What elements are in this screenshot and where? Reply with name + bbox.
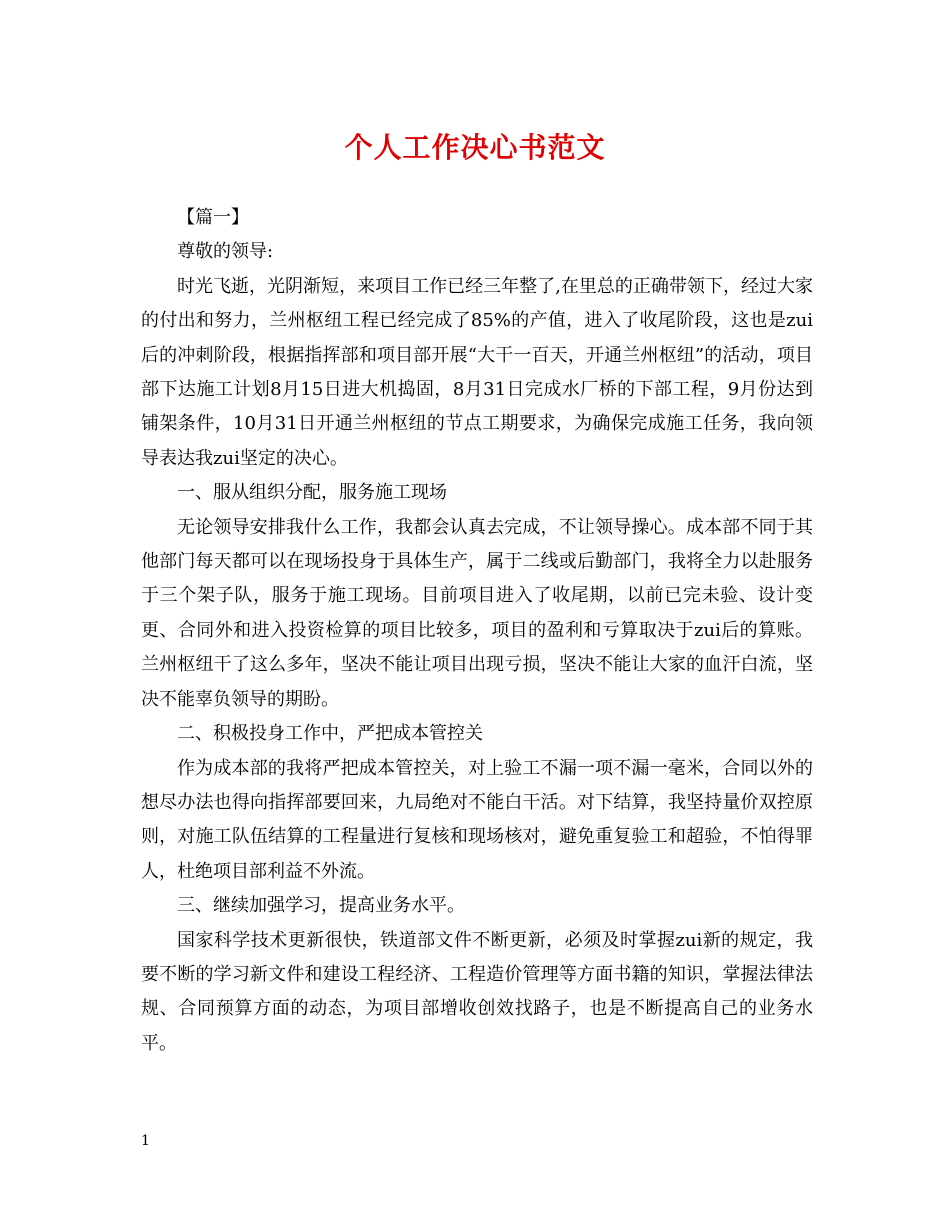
page-number: 1: [141, 1133, 150, 1149]
section-heading: 【篇一】: [177, 207, 249, 228]
subheading: 二、积极投身工作中，严把成本管控关: [177, 723, 483, 745]
subheading: 三、继续加强学习，提高业务水平。: [177, 895, 465, 917]
paragraph: 作为成本部的我将严把成本管控关，对上验工不漏一项不漏一毫米，合同以外的想尽办法也得向指挥部要回来，九局绝对不能白干活。对下结算，我坚持量价双控原则，对施工队伍结算的工程量进行复核和现场核对，避免重复验工和超验，不怕得罪人，杜绝项目部利益不外流。: [141, 757, 813, 882]
document-body: [141, 201, 813, 1061]
paragraph: 时光飞逝，光阴渐短，来项目工作已经三年整了,在里总的正确带领下，经过大家的付出和努力，兰州枢纽工程已经完成了85%的产值，进入了收尾阶段，这也是zui后的冲刺阶段，根据指挥部和项目部开展“大干一百天，开通兰州枢纽”的活动，项目部下达施工计划8月15日进大机捣固，8月31日完成水厂桥的下部工程，9月份达到铺架条件，10月31日开通兰州枢纽的节点工期要求，为确保完成施工任务，我向领导表达我zui坚定的决心。: [141, 275, 813, 469]
paragraph: 无论领导安排我什么工作，我都会认真去完成，不让领导操心。成本部不同于其他部门每天都可以在现场投身于具体生产，属于二线或后勤部门，我将全力以赴服务于三个架子队，服务于施工现场。目前项目进入了收尾期，以前已完未验、设计变更、合同外和进入投资检算的项目比较多，项目的盈利和亏算取决于zui后的算账。兰州枢纽干了这么多年，坚决不能让项目出现亏损，坚决不能让大家的血汗白流，坚决不能辜负领导的期盼。: [141, 516, 813, 710]
document-title: 个人工作决心书范文: [344, 131, 606, 164]
salutation: 尊敬的领导:: [177, 241, 274, 263]
paragraph: 国家科学技术更新很快，铁道部文件不断更新，必须及时掌握zui新的规定，我要不断的学习新文件和建设工程经济、工程造价管理等方面书籍的知识，掌握法律法规、合同预算方面的动态，为项目部增收创效找路子，也是不断提高自己的业务水平。: [141, 929, 813, 1054]
subheading: 一、服从组织分配，服务施工现场: [177, 482, 447, 504]
